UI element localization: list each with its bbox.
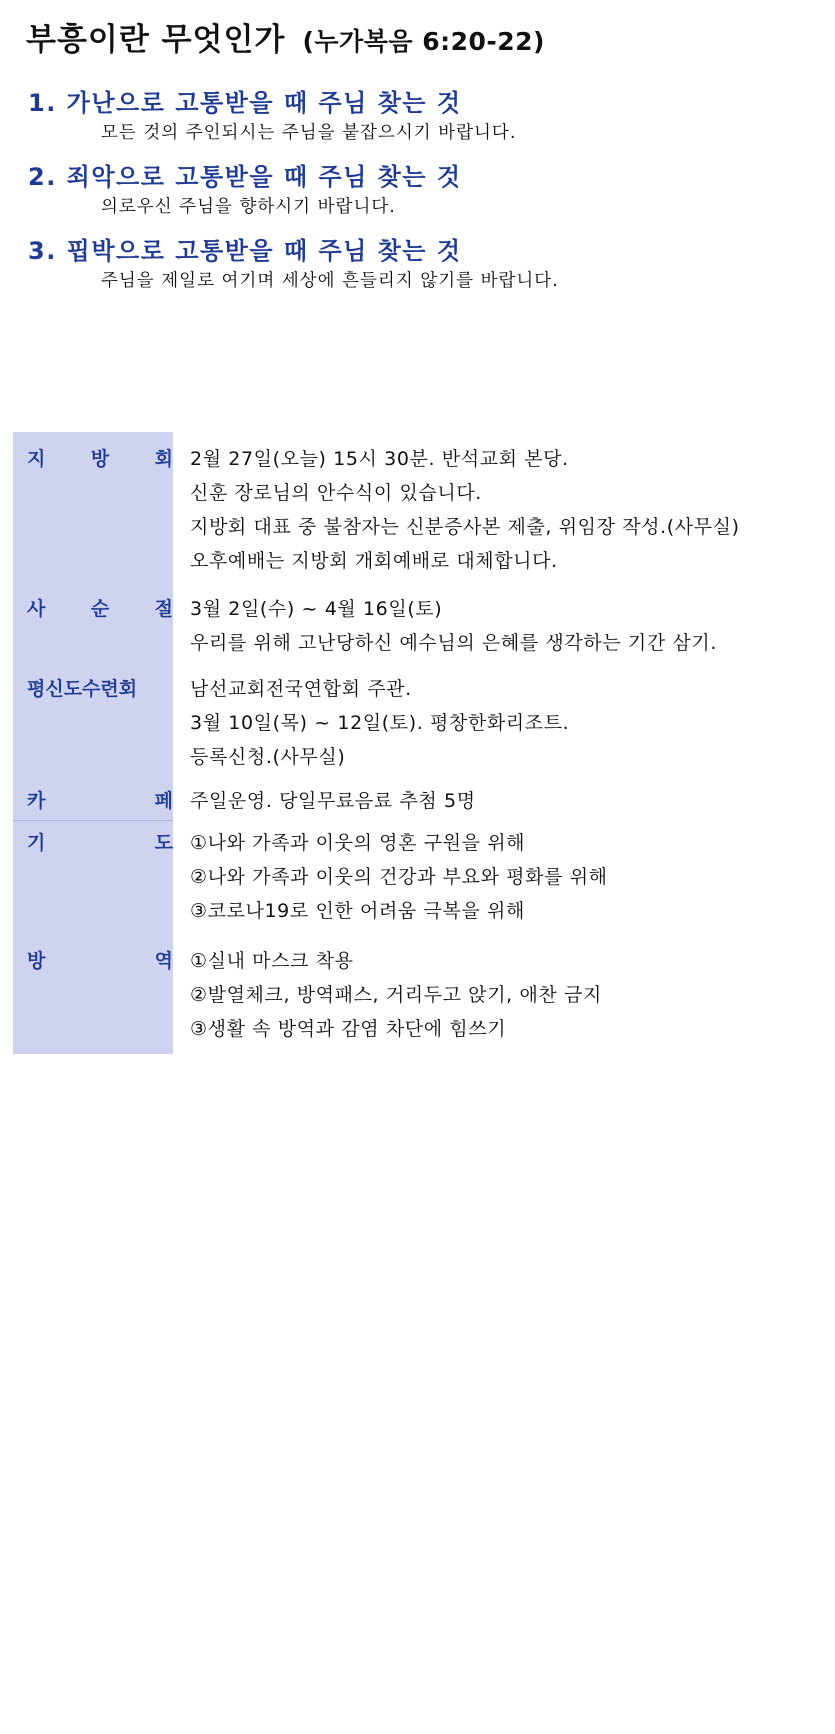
scripture-reference: (누가복음 6:20-22): [302, 27, 545, 56]
label-char: 페: [154, 790, 173, 812]
label-char: 기: [27, 832, 46, 854]
label-char: 지: [27, 448, 46, 470]
point-heading: 2. 죄악으로 고통받을 때 주님 찾는 것: [28, 163, 462, 191]
point-heading: 3. 핍박으로 고통받을 때 주님 찾는 것: [28, 237, 462, 265]
label-char: 역: [154, 950, 173, 972]
notice-label: [27, 442, 173, 476]
notice-line: ③생활 속 방역과 감염 차단에 힘쓰기: [190, 1018, 507, 1040]
notice-line: 주일운영. 당일무료음료 추첨 5명: [190, 790, 476, 812]
label-char: 순: [90, 598, 110, 620]
notice-line: ②나와 가족과 이웃의 건강과 부요와 평화를 위해: [190, 866, 608, 888]
label-char: 절: [154, 598, 173, 620]
notice-lines: [190, 826, 830, 928]
notice-lines: [190, 442, 830, 578]
notice-label: [27, 592, 173, 626]
label-char: 회: [154, 448, 173, 470]
title-row: [26, 14, 545, 59]
point-heading: 1. 가난으로 고통받을 때 주님 찾는 것: [28, 89, 462, 117]
sermon-point: [28, 160, 818, 220]
label-char: 평신도수련회: [27, 678, 138, 700]
notice-line: 오후예배는 지방회 개회예배로 대체합니다.: [190, 550, 558, 572]
notice-line: 3월 2일(수) ~ 4월 16일(토): [190, 598, 443, 620]
notice-label: [27, 826, 173, 860]
notice-line: 3월 10일(목) ~ 12일(토). 평창한화리조트.: [190, 712, 570, 734]
label-char: 카: [27, 790, 46, 812]
row-divider: [13, 820, 173, 821]
notice-line: ②발열체크, 방역패스, 거리두고 앉기, 애찬 금지: [190, 984, 602, 1006]
notice-lines: [190, 592, 830, 660]
notice-line: 우리를 위해 고난당하신 예수님의 은혜를 생각하는 기간 삼기.: [190, 632, 717, 654]
notice-label: [27, 784, 173, 818]
label-char: 방: [27, 950, 46, 972]
notice-line: 지방회 대표 중 불참자는 신분증사본 제출, 위임장 작성.(사무실): [190, 516, 740, 538]
notice-label: [27, 944, 173, 978]
notice-line: 등록신청.(사무실): [190, 746, 346, 768]
notice-label: [27, 672, 173, 706]
notice-lines: [190, 784, 830, 818]
label-char: 도: [154, 832, 173, 854]
label-char: 방: [90, 448, 110, 470]
label-char: 사: [27, 598, 46, 620]
sermon-point: [28, 234, 818, 294]
notice-table: [13, 432, 835, 1054]
notice-line: ①나와 가족과 이웃의 영혼 구원을 위해: [190, 832, 526, 854]
page-title: 부흥이란 무엇인가: [26, 22, 286, 58]
sermon-points: [28, 86, 818, 308]
point-text: 주님을 제일로 여기며 세상에 흔들리지 않기를 바랍니다.: [101, 271, 559, 291]
point-text: 모든 것의 주인되시는 주님을 붙잡으시기 바랍니다.: [101, 123, 517, 143]
notice-line: 신훈 장로님의 안수식이 있습니다.: [190, 482, 482, 504]
notice-lines: [190, 944, 830, 1046]
sermon-point: [28, 86, 818, 146]
notice-lines: [190, 672, 830, 774]
notice-line: 남선교회전국연합회 주관.: [190, 678, 412, 700]
notice-line: ①실내 마스크 착용: [190, 950, 354, 972]
notice-line: 2월 27일(오늘) 15시 30분. 반석교회 본당.: [190, 448, 569, 470]
point-text: 의로우신 주님을 향하시기 바랍니다.: [101, 197, 396, 217]
notice-line: ③코로나19로 인한 어려움 극복을 위해: [190, 900, 525, 922]
